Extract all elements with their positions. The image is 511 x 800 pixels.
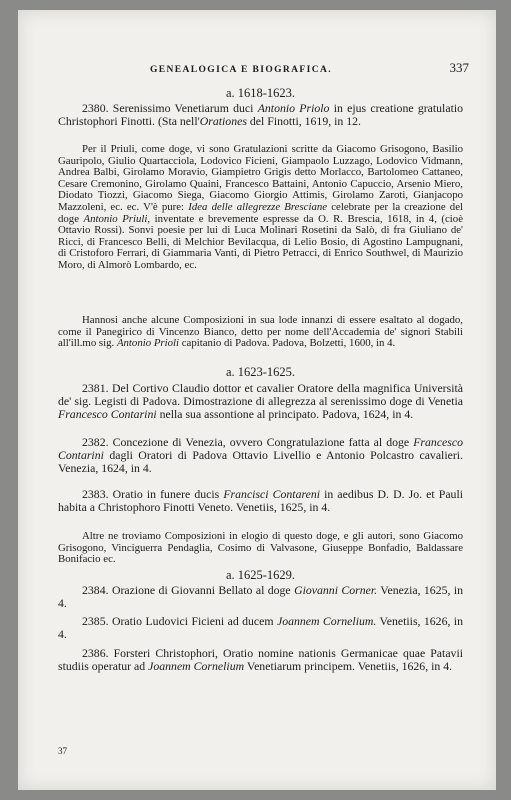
signature-mark: 37 xyxy=(58,746,67,756)
entry-number: 2384. xyxy=(82,583,109,597)
entry-2384: 2384. Orazione di Giovanni Bellato al doge Giovanni Corner. Venezia, 1625, in 4. xyxy=(58,583,464,611)
year-heading: a. 1625-1629. xyxy=(225,568,296,582)
year-heading: a. 1618-1623. xyxy=(225,86,296,100)
entry-2380: 2380. Serenissimo Venetiarum duci Antonio Priolo in ejus creatione gratulatio Christophori Finotti. (Sta nell'Orationes del Finotti, 1619, in 12. xyxy=(58,101,464,129)
entry-number: 2382. xyxy=(82,435,109,449)
entry-2383: 2383. Oratio in funere ducis Francisci Contareni in aedibus D. D. Jo. et Pauli habita a Christophoro Finotti Veneto. Venetiis, 1625, in 4. xyxy=(58,487,464,515)
entry-number: 2385. xyxy=(82,614,109,628)
book-page xyxy=(18,10,496,790)
entry-2386: 2386. Forsteri Christophori, Oratio nomine nationis Germanicae quae Patavii studiis operatur ad Joannem Cornelium Venetiarum principem. Venetiis, 1626, in 4. xyxy=(58,646,464,674)
page-number: 337 xyxy=(449,60,469,75)
entry-number: 2386. xyxy=(82,646,109,660)
year-heading: a. 1623-1625. xyxy=(225,365,296,379)
entry-number: 2381. xyxy=(82,381,109,395)
page-header xyxy=(58,60,469,78)
running-title: GENEALOGICA E BIOGRAFICA. xyxy=(150,65,333,75)
note-contarini-eulogies: Altre ne troviamo Composizioni in elogio di questo doge, e gli autori, sono Giacomo Grisogono, Vinciguerra Pendaglia, Cosimo di Valvasone, Giuseppe Bonfadio, Baldassare Bonifacio ec. xyxy=(58,530,463,566)
entry-number: 2380. xyxy=(82,101,109,115)
entry-2381: 2381. Del Cortivo Claudio dottor et cavalier Oratore della magnifica Università de' sig. Legisti di Padova. Dimostrazione di allegrezza al serenissimo doge di Venetia Francesco Contarini nella sua assontione al principato. Padova, 1624, in 4. xyxy=(58,381,463,422)
entry-2385: 2385. Oratio Ludovici Ficieni ad ducem Joannem Cornelium. Venetiis, 1626, in 4. xyxy=(58,614,463,642)
entry-number: 2383. xyxy=(82,487,109,501)
note-priuli-gratulations: Per il Priuli, come doge, vi sono Gratulazioni scritte da Giacomo Grisogono, Basilio Gauripolo, Giulio Quartacciola, Lodovico Ficieni, Giampaolo Luzzago, Lodovico Vidmann, Andrea Balbi, Girolamo Moravio, Giampietro Grigis detto Morlacco, Bartolomeo Cattaneo, Cesare Cremonino, Girolamo Quaini, Francesco Battaini, Antonio Capuccio, Arsenio Miero, Diodato Tiozzi, Giacomo Siega, Giacomo Giorgio Attimis, Girolamo Zaroti, Gianjacopo Mazzoleni, ec. ec. V'è pure: Idea delle allegrezze Bresciane celebrate per la creazione del doge Antonio Priuli, inventate e brevemente espresse da O. R. Brescia, 1618, in 4, (cioè Ottavio Rossi). Sonvi poesie per lui di Luca Molinari Rosetini da Salò, di fra Giuliano de' Ricci, di Francesco Belli, di Melchior Bevilacqua, di Lelio Bosio, di Agostino Lampugnani, di Cristoforo Ferrari, di Giammaria Vanti, di Pietro Petracci, di Enrico Southwel, di Maurizio Moro, di Almorò Lombardo, ec. xyxy=(58,143,463,271)
note-prioli-panegyric: Hannosi anche alcune Composizioni in sua lode innanzi di essere esaltato al dogado, come il Panegirico di Vincenzo Bianco, detto per nome dell'Accademia de' signori Stabili all'ill.mo sig. Antonio Prioli capitanio di Padova. Padova, Bolzetti, 1600, in 4. xyxy=(58,314,463,350)
entry-2382: 2382. Concezione di Venezia, ovvero Congratulazione fatta al doge Francesco Contarini dagli Oratori di Padova Ottavio Livellio e Antonio Polcastro cavalieri. Venezia, 1624, in 4. xyxy=(58,435,464,476)
